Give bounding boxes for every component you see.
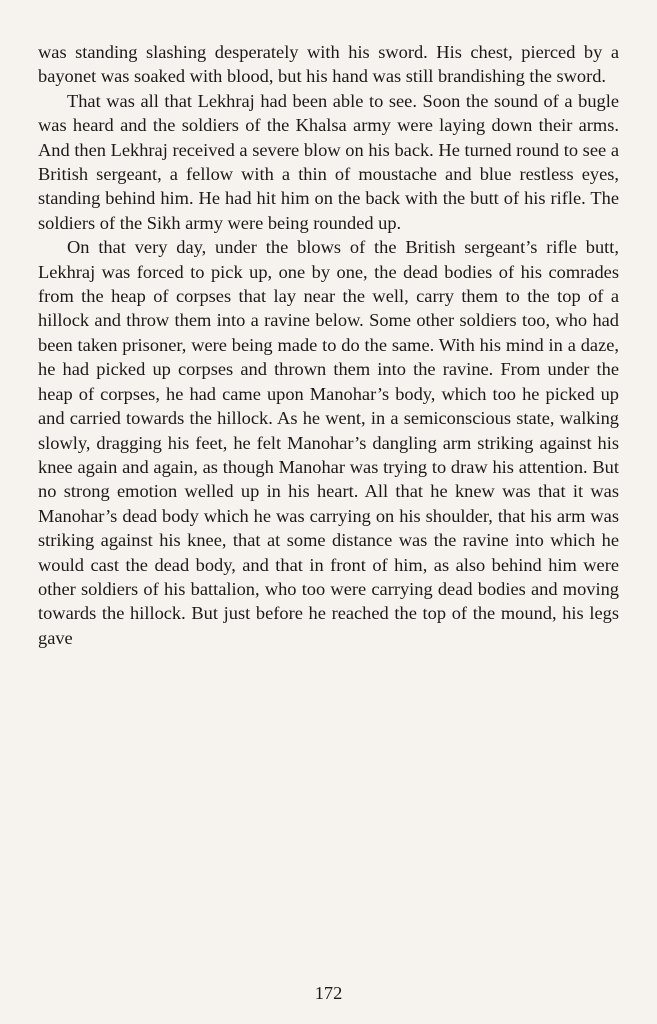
page-body [38,40,619,650]
paragraph-continued: was standing slashing desperately with his sword. His chest, pierced by a bayonet was soaked with blood, but his hand was still brandishing the sword. [38,42,619,87]
paragraph-corpses: On that very day, under the blows of the British sergeant’s rifle butt, Lekhraj was forced to pick up, one by one, the dead bodies of his comrades from the heap of corpses that lay near the well, carry them to the top of a hillock and throw them into a ravine below. Some other soldiers too, who had been taken prisoner, were being made to do the same. With his mind in a daze, he had picked up corpses and thrown them into the ravine. From under the heap of corpses, he had came upon Manohar’s body, which too he picked up and carried towards the hillock. As he went, in a semiconscious state, walking slowly, dragging his feet, he felt Manohar’s dangling arm striking against his knee again and again, as though Manohar was trying to draw his attention. But no strong emotion welled up in his heart. All that he knew was that it was Manohar’s dead body which he was carrying on his shoulder, that his arm was striking against his knee, that at some distance was the ravine into which he would cast the dead body, and that in front of him, as also behind him were other soldiers of his battalion, who too were carrying dead bodies and moving towards the hillock. But just before he reached the top of the mound, his legs gave [38,237,619,648]
page-number: 172 [314,983,343,1003]
paragraph-bugle: That was all that Lekhraj had been able to see. Soon the sound of a bugle was heard and the soldiers of the Khalsa army were laying down their arms. And then Lekhraj received a severe blow on his back. He turned round to see a British sergeant, a fellow with a thin of moustache and blue restless eyes, standing behind him. He had hit him on the back with the butt of his rifle. The soldiers of the Sikh army were being rounded up. [38,90,619,233]
